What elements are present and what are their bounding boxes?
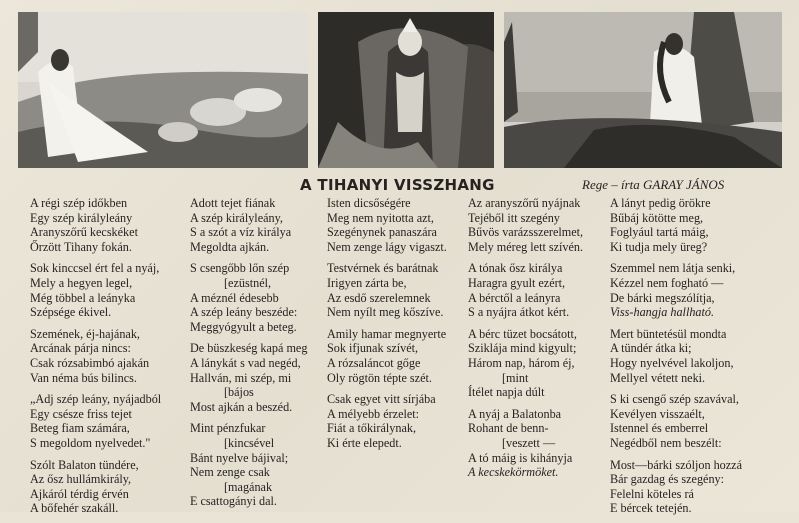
poem-line: A bőfehér szakáll. <box>30 501 119 516</box>
poem-column-5 <box>610 196 742 523</box>
poem-line: Az aranyszőrű nyájnak <box>468 196 581 210</box>
stanza <box>190 261 307 334</box>
poem-line: A tónak ősz királya <box>468 261 563 276</box>
stanza <box>30 196 161 254</box>
poem-line: S megoldom nyelvedet." <box>30 435 151 450</box>
poem-line: Viss-hangja hallható. <box>610 305 715 320</box>
poem-line: [veszett — <box>502 435 556 450</box>
poem-line: Foglyául tartá máig, <box>610 225 709 240</box>
poem-line: Mely méreg lett szívén. <box>468 239 584 254</box>
poem-column-3 <box>327 196 447 458</box>
poem-line: A rózsaláncot gőge <box>327 355 421 370</box>
poem-line: [kincsével <box>224 435 275 450</box>
poem-line: Meggyógyult a beteg. <box>190 319 297 334</box>
poem-line: Negédből nem beszélt: <box>610 435 722 450</box>
stanza <box>610 327 742 385</box>
poem-line: Szegénynek panaszára <box>327 225 437 240</box>
poem-line: A régi szép időkben <box>30 196 128 210</box>
poem-line: Ajkáról térdig érvén <box>30 486 129 501</box>
poem-line: Irigyen zárta be, <box>327 275 407 290</box>
poem-line: Ki tudja mely üreg? <box>610 239 708 254</box>
illustration-maiden-by-lake <box>504 12 782 168</box>
poem-line: Megoldta ajkán. <box>190 239 270 254</box>
poem-line: A szép leány beszéde: <box>190 305 298 320</box>
poem-column-1 <box>30 196 161 523</box>
poem-line: Kevélyen visszaélt, <box>610 406 705 421</box>
poem-line: Nem zenge csak <box>190 465 270 480</box>
poem-line: Arcának párja nincs: <box>30 341 131 356</box>
stanza <box>327 196 447 254</box>
poem-line: Szólt Balaton tündére, <box>30 457 139 472</box>
poem-byline: Rege – írta GARAY JÁNOS <box>582 177 725 192</box>
poem-line: A tündér átka ki; <box>610 341 692 356</box>
stanza <box>327 261 447 319</box>
poem-line: Adott tejet fiának <box>190 196 276 210</box>
poem-line: A bérctől a leányra <box>468 290 561 305</box>
poem-line: Sok kinccsel ért fel a nyáj, <box>30 261 160 276</box>
stanza <box>610 458 742 516</box>
poem-line: Ki érte elepedt. <box>327 435 402 450</box>
poem-line: Oly rögtön tépte szét. <box>327 370 432 385</box>
poem-line: Isten dicsőségére <box>327 196 411 210</box>
stanza <box>468 407 583 480</box>
poem-line: „Adj szép leány, nyájadból <box>30 392 162 407</box>
poem-line: S a nyájra átkot kért. <box>468 305 570 320</box>
poem-line: Istennel és emberrel <box>610 421 709 436</box>
poem-line: [bájos <box>224 385 254 400</box>
poem-line: Szemmel nem látja senki, <box>610 261 736 276</box>
stanza <box>327 327 447 385</box>
poem-line: Testvérnek és barátnak <box>327 261 439 276</box>
poem-line: Szépsége ékivel. <box>30 305 112 320</box>
poem-line: A lányt pedig örökre <box>610 196 711 210</box>
poem-line: Az esdő szerelemnek <box>327 290 431 305</box>
stanza <box>468 261 583 319</box>
poem-line: Mely a hegyen legel, <box>30 275 133 290</box>
poem-line: Bűbáj kötötte meg, <box>610 210 704 225</box>
poem-line: Felelni köteles rá <box>610 486 694 501</box>
illustration-mountain-king-in-cave <box>318 12 494 168</box>
poem-line: Amily hamar megnyerte <box>327 326 447 341</box>
stanza <box>190 421 307 509</box>
poem-column-2 <box>190 196 307 516</box>
poem-line: Egy csésze friss tejet <box>30 406 132 421</box>
stanza <box>30 458 161 516</box>
poem-column-4 <box>468 196 583 487</box>
poem-line: Most—bárki szóljon hozzá <box>610 457 743 472</box>
poem-line: Nem nyílt meg kőszíve. <box>327 305 444 320</box>
stanza <box>30 327 161 385</box>
poem-line: Bánt nyelve bájival; <box>190 450 289 465</box>
poem-line: Haragra gyult ezért, <box>468 275 566 290</box>
poem-line: Sok ifjunak szívét, <box>327 341 419 356</box>
illustration-shepherdess-with-goats <box>18 12 308 168</box>
poem-line: Beteg fiam számára, <box>30 421 130 436</box>
stanza <box>190 341 307 414</box>
poem-line: Ítélet napja dúlt <box>468 385 545 400</box>
stanza <box>468 327 583 400</box>
poem-line: De büszkeség kapá meg <box>190 341 308 356</box>
stanza <box>190 196 307 254</box>
poem-line: Még többel a leányka <box>30 290 136 305</box>
poem-line: S csengőbb lőn szép <box>190 261 290 276</box>
poem-title: A TIHANYI VISSZHANG <box>300 176 495 194</box>
poem-line: A nyáj a Balatonba <box>468 406 562 421</box>
poem-line: Három nap, három éj, <box>468 355 575 370</box>
poem-line: A kecskekörmöket. <box>468 465 559 480</box>
poem-line: Most ajkán a beszéd. <box>190 399 293 414</box>
poem-line: A mélyebb érzelet: <box>327 406 420 421</box>
poem-line: [mint <box>502 370 529 385</box>
stanza <box>610 392 742 450</box>
poem-line: Hogy nyelvével lakoljon, <box>610 355 734 370</box>
poem-line: Csak egyet vitt sírjába <box>327 392 436 407</box>
poem-line: A bérc tüzet bocsátott, <box>468 326 577 341</box>
poem-line: Rohant de benn- <box>468 421 549 436</box>
poem-line: [ezüstnél, <box>224 275 272 290</box>
poem-line: Őrzött Tihany fokán. <box>30 239 132 254</box>
poem-line: S ki csengő szép szavával, <box>610 392 739 407</box>
poem-line: Fiát a tőkirálynak, <box>327 421 417 436</box>
stanza <box>468 196 583 254</box>
poem-line: Tejéből itt szegény <box>468 210 560 225</box>
poem-line: Szemének, éj-hajának, <box>30 326 140 341</box>
poem-line: Kézzel nem fogható — <box>610 275 724 290</box>
poem-line: S a szót a víz királya <box>190 225 292 240</box>
poem-line: A méznél édesebb <box>190 290 279 305</box>
poem-line: A tó máig is kihányja <box>468 450 573 465</box>
stanza <box>610 261 742 319</box>
poem-line: Bűvös varázsszerelmet, <box>468 225 584 240</box>
poem-line: E csattogányi dal. <box>190 494 277 509</box>
poem-line: E bércek tetején. <box>610 501 692 516</box>
stanza <box>30 261 161 319</box>
poem-line: Hallván, mi szép, mi <box>190 370 292 385</box>
poem-line: De bárki megszólítja, <box>610 290 715 305</box>
poem-line: Van néma bús bilincs. <box>30 370 137 385</box>
poem-line: A lánykát s vad negéd, <box>190 355 301 370</box>
poem-line: Csak rózsabimbó ajakán <box>30 355 150 370</box>
stanza <box>327 392 447 450</box>
poem-line: Egy szép királyleány <box>30 210 133 225</box>
stanza <box>610 196 742 254</box>
poem-line: Mint pénzfukar <box>190 421 266 436</box>
poem-line: [magának <box>224 479 273 494</box>
poem-line: Bár gazdag és szegény: <box>610 472 725 487</box>
poem-line: Sziklája mind kigyult; <box>468 341 577 356</box>
poem-line: Mert büntetésül mondta <box>610 326 727 341</box>
poem-line: Meg nem nyitotta azt, <box>327 210 434 225</box>
poem-line: Az ősz hullámkirály, <box>30 472 132 487</box>
poem-line: A szép királyleány, <box>190 210 283 225</box>
poem-line: Aranyszőrű kecskéket <box>30 225 138 240</box>
poem-line: Mellyel vétett neki. <box>610 370 706 385</box>
stanza <box>30 392 161 450</box>
poem-line: Nem zenge lágy vigaszt. <box>327 239 447 254</box>
